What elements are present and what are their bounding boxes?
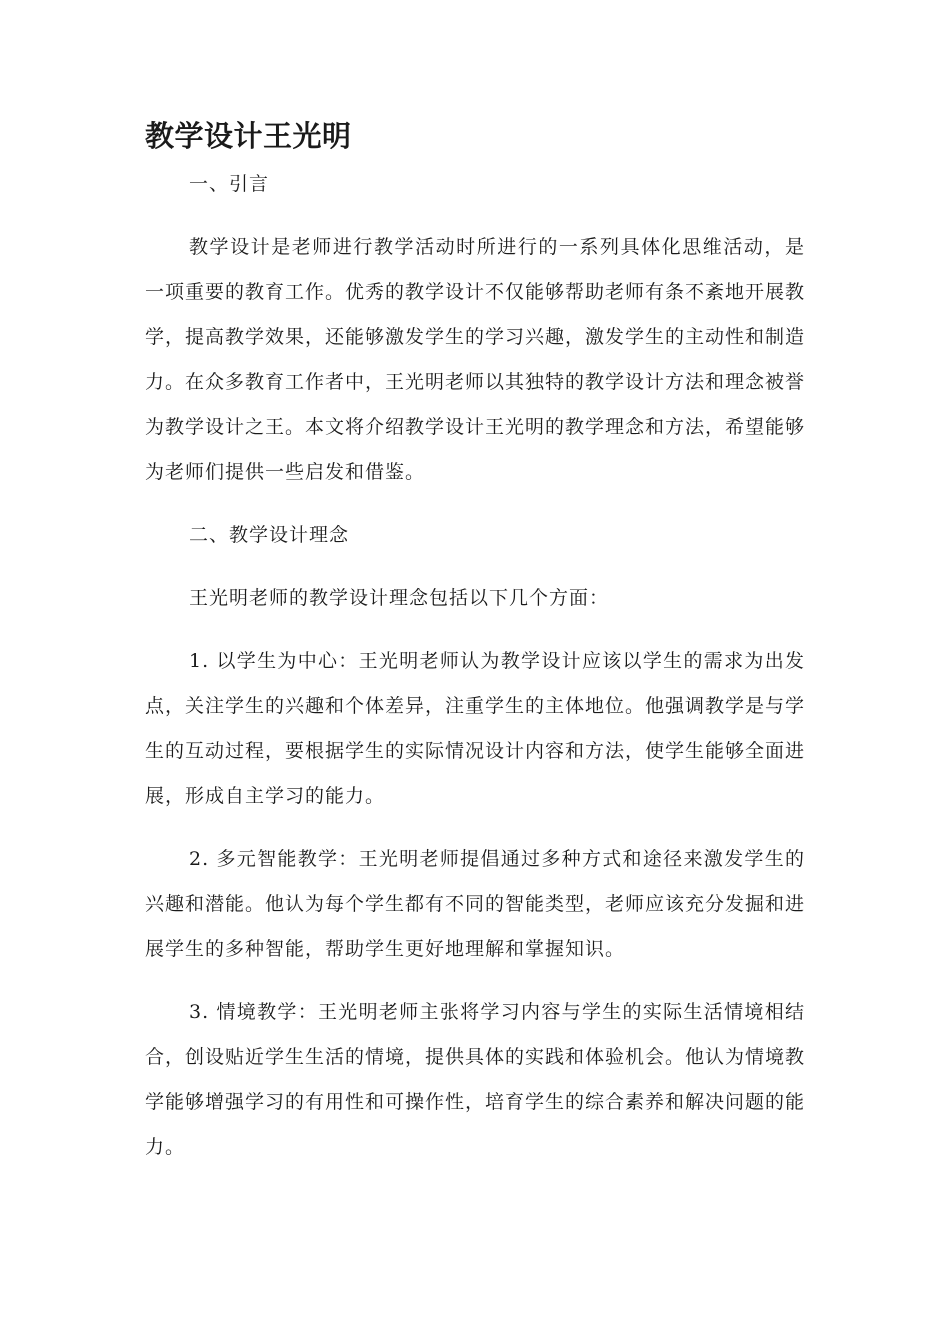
section-heading-design-concept: 二、教学设计理念 bbox=[189, 523, 350, 546]
list-item: 1. 以学生为中心：王光明老师认为教学设计应该以学生的需求为出发点，关注学生的兴趣和个体差异，注重学生的主体地位。他强调教学是与学生的互动过程，要根据学生的实际情况设计内容和方法，使学生能够全面进展，形成自主学习的能力。 bbox=[145, 649, 806, 807]
list-item: 3. 情境教学：王光明老师主张将学习内容与学生的实际生活情境相结合，创设贴近学生生活的情境，提供具体的实践和体验机会。他认为情境教学能够增强学习的有用性和可操作性，培育学生的综合素养和解决问题的能力。 bbox=[145, 1000, 806, 1158]
list-item: 2. 多元智能教学：王光明老师提倡通过多种方式和途径来激发学生的兴趣和潜能。他认为每个学生都有不同的智能类型，老师应该充分发掘和进展学生的多种智能，帮助学生更好地理解和掌握知识。 bbox=[145, 847, 806, 960]
introduction-paragraph: 教学设计是老师进行教学活动时所进行的一系列具体化思维活动，是一项重要的教育工作。优秀的教学设计不仅能够帮助老师有条不紊地开展教学，提高教学效果，还能够激发学生的学习兴趣，激发学生的主动性和制造力。在众多教育工作者中，王光明老师以其独特的教学设计方法和理念被誉为教学设计之王。本文将介绍教学设计王光明的教学理念和方法，希望能够为老师们提供一些启发和借鉴。 bbox=[145, 235, 806, 483]
document-page bbox=[145, 110, 805, 1170]
document-title: 教学设计王光明 bbox=[145, 119, 352, 153]
design-concept-intro: 王光明老师的教学设计理念包括以下几个方面： bbox=[189, 586, 610, 609]
section-heading-introduction: 一、引言 bbox=[189, 172, 270, 195]
